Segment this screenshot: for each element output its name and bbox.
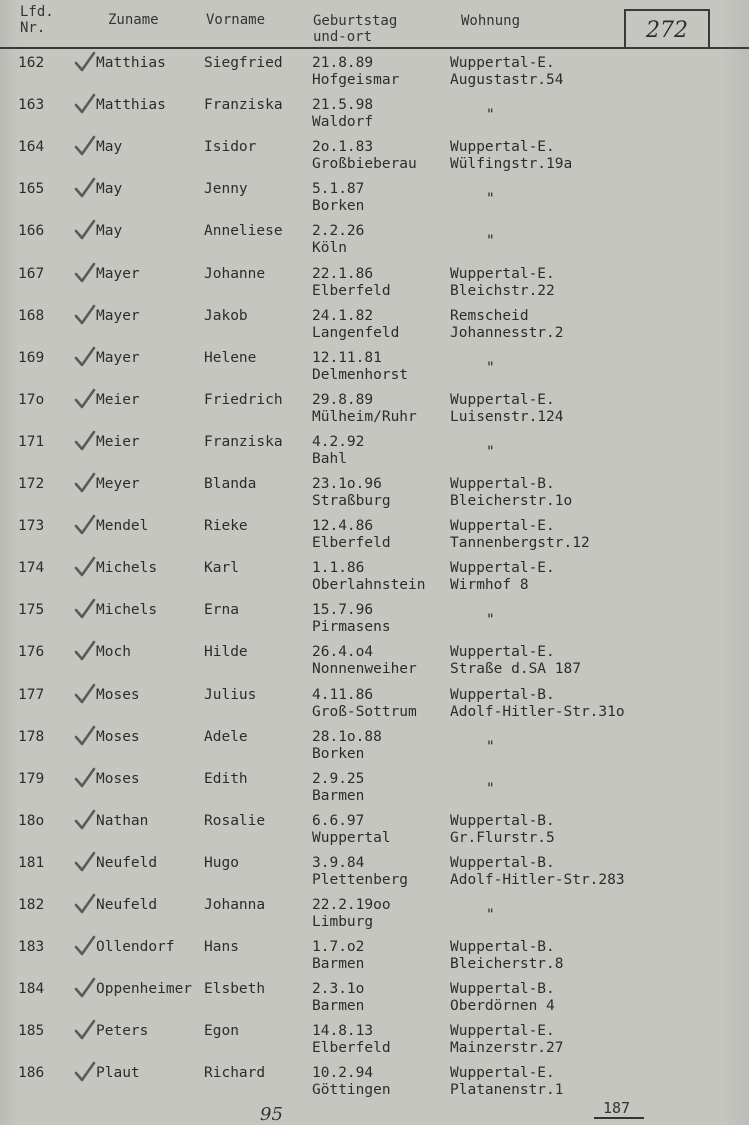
table-row [0,308,749,350]
birth-date: 29.8.89 [312,392,374,408]
table-row [0,223,749,265]
birth-date: 22.2.19oo [312,897,391,913]
row-number: 178 [18,729,45,745]
ditto-mark: " [486,612,495,628]
checkmark-icon [74,430,96,452]
ditto-mark: " [486,191,495,207]
birth-place: Barmen [312,788,365,804]
footer-count: 187 [603,1099,631,1117]
first-name: Erna [204,602,239,618]
header-rule [0,47,749,49]
table-row [0,855,749,897]
checkmark-icon [74,556,96,578]
checkmark-icon [74,1061,96,1083]
surname: Meier [96,434,140,450]
ditto-mark: " [486,907,495,923]
surname: Matthias [96,55,166,71]
surname: Meier [96,392,140,408]
surname: Moch [96,644,131,660]
birth-place: Plettenberg [312,872,409,888]
table-row [0,139,749,181]
surname: Mayer [96,308,140,324]
birth-date: 21.5.98 [312,97,374,113]
handwritten-note: 95 [260,1104,283,1125]
surname: Ollendorf [96,939,175,955]
surname: Peters [96,1023,149,1039]
table-row [0,1023,749,1065]
birth-place: Waldorf [312,114,374,130]
birth-place: Mülheim/Ruhr [312,409,417,425]
residence-street: Tannenbergstr.12 [450,535,590,551]
checkmark-icon [74,935,96,957]
table-row [0,476,749,518]
birth-date: 3.9.84 [312,855,365,871]
residence-street: Bleicherstr.8 [450,956,564,972]
row-number: 177 [18,687,45,703]
first-name: Elsbeth [204,981,266,997]
first-name: Helene [204,350,257,366]
residence-city: Wuppertal-B. [450,813,555,829]
row-number: 179 [18,771,45,787]
residence-street: Luisenstr.124 [450,409,564,425]
residence-street: Gr.Flurstr.5 [450,830,555,846]
table-row [0,687,749,729]
checkmark-icon [74,304,96,326]
table-row [0,729,749,771]
row-number: 185 [18,1023,45,1039]
birth-date: 2o.1.83 [312,139,374,155]
page-number-box: 272 [624,9,710,48]
first-name: Adele [204,729,248,745]
first-name: Jenny [204,181,248,197]
birth-date: 22.1.86 [312,266,374,282]
row-number: 183 [18,939,45,955]
row-number: 181 [18,855,45,871]
table-row [0,518,749,560]
first-name: Egon [204,1023,239,1039]
birth-place: Borken [312,746,365,762]
header-vorname: Vorname [206,12,266,28]
row-number: 171 [18,434,45,450]
residence-city: Wuppertal-E. [450,1065,555,1081]
table-row [0,1065,749,1107]
header-zuname: Zuname [108,12,159,28]
row-number: 173 [18,518,45,534]
checkmark-icon [74,893,96,915]
ditto-mark: " [486,360,495,376]
surname: May [96,139,123,155]
row-number: 174 [18,560,45,576]
row-number: 17o [18,392,45,408]
row-number: 168 [18,308,45,324]
birth-place: Elberfeld [312,1040,391,1056]
birth-date: 2.3.1o [312,981,365,997]
row-number: 166 [18,223,45,239]
first-name: Johanna [204,897,266,913]
birth-date: 12.4.86 [312,518,374,534]
row-number: 175 [18,602,45,618]
birth-place: Straßburg [312,493,391,509]
checkmark-icon [74,135,96,157]
checkmark-icon [74,809,96,831]
birth-date: 26.4.o4 [312,644,374,660]
row-number: 162 [18,55,45,71]
birth-place: Köln [312,240,347,256]
surname: Oppenheimer [96,981,193,997]
ditto-mark: " [486,444,495,460]
table-row [0,560,749,602]
residence-city: Wuppertal-E. [450,392,555,408]
birth-place: Barmen [312,956,365,972]
first-name: Hilde [204,644,248,660]
table-row [0,897,749,939]
first-name: Franziska [204,97,283,113]
first-name: Johanne [204,266,266,282]
checkmark-icon [74,262,96,284]
birth-date: 5.1.87 [312,181,365,197]
birth-place: Delmenhorst [312,367,409,383]
birth-date: 2.2.26 [312,223,365,239]
first-name: Rieke [204,518,248,534]
first-name: Blanda [204,476,257,492]
residence-city: Wuppertal-B. [450,981,555,997]
checkmark-icon [74,683,96,705]
first-name: Karl [204,560,239,576]
checkmark-icon [74,851,96,873]
surname: Michels [96,602,158,618]
row-number: 184 [18,981,45,997]
surname: Matthias [96,97,166,113]
surname: Moses [96,771,140,787]
checkmark-icon [74,472,96,494]
residence-city: Wuppertal-B. [450,476,555,492]
residence-street: Wirmhof 8 [450,577,529,593]
checkmark-icon [74,1019,96,1041]
table-row [0,644,749,686]
row-number: 172 [18,476,45,492]
first-name: Siegfried [204,55,283,71]
birth-place: Göttingen [312,1082,391,1098]
residence-city: Wuppertal-B. [450,855,555,871]
surname: Mayer [96,350,140,366]
birth-date: 23.1o.96 [312,476,382,492]
residence-street: Adolf-Hitler-Str.31o [450,704,625,720]
checkmark-icon [74,977,96,999]
birth-place: Groß-Sottrum [312,704,417,720]
header-geburtstag: Geburtstag und-ort [313,13,398,45]
residence-street: Oberdörnen 4 [450,998,555,1014]
table-row [0,602,749,644]
residence-street: Bleichstr.22 [450,283,555,299]
checkmark-icon [74,177,96,199]
residence-city: Wuppertal-B. [450,687,555,703]
birth-place: Langenfeld [312,325,400,341]
surname: Neufeld [96,897,158,913]
ditto-mark: " [486,739,495,755]
residence-street: Bleicherstr.1o [450,493,573,509]
surname: Plaut [96,1065,140,1081]
residence-street: Platanenstr.1 [450,1082,564,1098]
residence-street: Augustastr.54 [450,72,564,88]
birth-place: Bahl [312,451,347,467]
residence-street: Johannesstr.2 [450,325,564,341]
surname: May [96,223,123,239]
checkmark-icon [74,51,96,73]
residence-street: Mainzerstr.27 [450,1040,564,1056]
birth-date: 1.7.o2 [312,939,365,955]
birth-place: Nonnenweiher [312,661,417,677]
birth-place: Pirmasens [312,619,391,635]
row-number: 18o [18,813,45,829]
birth-date: 2.9.25 [312,771,365,787]
row-number: 163 [18,97,45,113]
first-name: Franziska [204,434,283,450]
checkmark-icon [74,767,96,789]
birth-place: Großbieberau [312,156,417,172]
table-row [0,939,749,981]
residence-city: Remscheid [450,308,529,324]
birth-date: 12.11.81 [312,350,382,366]
first-name: Jakob [204,308,248,324]
table-row [0,55,749,97]
birth-date: 4.11.86 [312,687,374,703]
row-number: 176 [18,644,45,660]
residence-city: Wuppertal-E. [450,55,555,71]
first-name: Rosalie [204,813,266,829]
residence-city: Wuppertal-E. [450,518,555,534]
first-name: Hugo [204,855,239,871]
table-row [0,434,749,476]
row-number: 169 [18,350,45,366]
row-number: 186 [18,1065,45,1081]
table-row [0,97,749,139]
birth-date: 10.2.94 [312,1065,374,1081]
surname: Mendel [96,518,149,534]
checkmark-icon [74,640,96,662]
birth-place: Borken [312,198,365,214]
header-wohnung: Wohnung [461,13,521,29]
row-number: 164 [18,139,45,155]
birth-date: 4.2.92 [312,434,365,450]
birth-date: 14.8.13 [312,1023,374,1039]
residence-city: Wuppertal-E. [450,139,555,155]
birth-place: Elberfeld [312,535,391,551]
first-name: Richard [204,1065,266,1081]
checkmark-icon [74,725,96,747]
residence-city: Wuppertal-E. [450,1023,555,1039]
first-name: Edith [204,771,248,787]
birth-date: 28.1o.88 [312,729,382,745]
table-row [0,981,749,1023]
birth-date: 21.8.89 [312,55,374,71]
residence-street: Wülfingstr.19a [450,156,573,172]
checkmark-icon [74,219,96,241]
surname: Neufeld [96,855,158,871]
residence-city: Wuppertal-E. [450,560,555,576]
ditto-mark: " [486,233,495,249]
surname: Michels [96,560,158,576]
birth-date: 15.7.96 [312,602,374,618]
checkmark-icon [74,346,96,368]
row-number: 165 [18,181,45,197]
first-name: Hans [204,939,239,955]
first-name: Isidor [204,139,257,155]
first-name: Julius [204,687,257,703]
checkmark-icon [74,93,96,115]
birth-date: 24.1.82 [312,308,374,324]
row-number: 167 [18,266,45,282]
checkmark-icon [74,388,96,410]
checkmark-icon [74,514,96,536]
birth-place: Barmen [312,998,365,1014]
surname: Moses [96,729,140,745]
header-lfd-nr: Lfd. Nr. [20,4,54,36]
birth-date: 1.1.86 [312,560,365,576]
table-row [0,350,749,392]
ditto-mark: " [486,107,495,123]
surname: May [96,181,123,197]
table-row [0,771,749,813]
birth-place: Limburg [312,914,374,930]
residence-street: Straße d.SA 187 [450,661,581,677]
birth-place: Oberlahnstein [312,577,426,593]
residence-city: Wuppertal-E. [450,266,555,282]
row-number: 182 [18,897,45,913]
table-row [0,266,749,308]
residence-street: Adolf-Hitler-Str.283 [450,872,625,888]
surname: Nathan [96,813,149,829]
first-name: Friedrich [204,392,283,408]
surname: Meyer [96,476,140,492]
first-name: Anneliese [204,223,283,239]
ditto-mark: " [486,781,495,797]
surname: Moses [96,687,140,703]
birth-place: Elberfeld [312,283,391,299]
residence-city: Wuppertal-B. [450,939,555,955]
birth-date: 6.6.97 [312,813,365,829]
surname: Mayer [96,266,140,282]
residence-city: Wuppertal-E. [450,644,555,660]
table-row [0,392,749,434]
birth-place: Wuppertal [312,830,391,846]
birth-place: Hofgeismar [312,72,400,88]
checkmark-icon [74,598,96,620]
table-row [0,813,749,855]
table-row [0,181,749,223]
footer-underline [594,1117,644,1119]
